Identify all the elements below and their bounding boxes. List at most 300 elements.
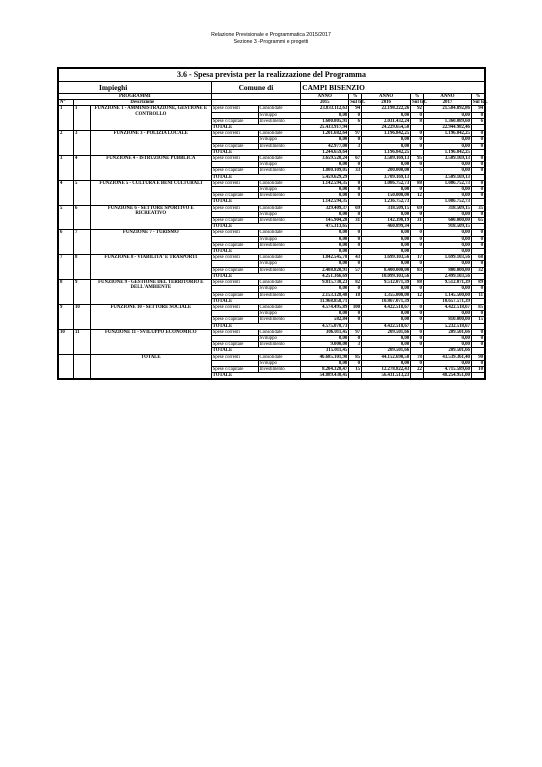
amount-cell: 318.509,15	[423, 205, 471, 211]
percent-cell: 57	[349, 267, 362, 273]
total-pct-blank	[471, 373, 484, 379]
amount-cell: 0,00	[423, 342, 471, 348]
amount-cell: 810.000,00	[423, 317, 471, 323]
spesa-subtype: Investimento	[258, 193, 301, 199]
amount-cell: 23.833.112,63	[301, 106, 349, 112]
amount-cell: 0,00	[423, 335, 471, 341]
percent-cell: 3	[349, 342, 362, 348]
amount-cell: 0,00	[362, 137, 411, 143]
total-label: TOTALE	[211, 224, 301, 230]
program-number	[59, 354, 74, 379]
percent-cell: 0	[349, 335, 362, 341]
table-row	[59, 180, 485, 186]
amount-cell: 3.509.169,13	[423, 156, 471, 162]
amount-cell: 0,00	[301, 187, 349, 193]
percent-cell: 0	[349, 162, 362, 168]
spesa-type: Spese correnti	[211, 180, 258, 186]
spesa-subtype: Sviluppo	[258, 187, 301, 193]
percent-cell: 0	[411, 211, 424, 217]
col-programmi: PROGRAMMI	[59, 94, 212, 100]
amount-cell: 0,00	[423, 168, 471, 174]
program-description: FUNZIONE 9 - GESTIONE DEL TERRITORIO E DELL'AMBIENTE	[91, 280, 212, 305]
program-number: 8	[59, 280, 74, 305]
amount-cell: 142.390,19	[362, 218, 411, 224]
amount-cell: 0,00	[362, 286, 411, 292]
amount-cell: 1.842.545,78	[301, 255, 349, 261]
percent-cell: 68	[471, 255, 484, 261]
table-row	[59, 329, 485, 335]
col-n: N°	[59, 100, 74, 106]
percent-cell: 0	[471, 360, 484, 366]
amount-cell: 1.196.842,25	[362, 131, 411, 137]
amount-cell: 46.685.101,98	[301, 354, 349, 360]
spesa-type: Spese c/capitale	[211, 317, 258, 323]
total-amount: 4.251.366,69	[301, 273, 349, 279]
amount-cell: 42.977,00	[301, 143, 349, 149]
amount-cell: 1.145.500,00	[423, 292, 471, 298]
spesa-subtype: Consolidate	[258, 230, 301, 236]
total-label: TOTALE	[211, 373, 301, 379]
spesa-type: Spese correnti	[211, 255, 258, 261]
amount-cell: 1.699.103,56	[362, 255, 411, 261]
amount-cell: 1.600.805,91	[301, 118, 349, 124]
percent-cell: 88	[411, 180, 424, 186]
spesa-subtype: Consolidate	[258, 329, 301, 335]
percent-cell: 83	[411, 267, 424, 273]
percent-cell: 0	[471, 261, 484, 267]
percent-cell: 0	[471, 335, 484, 341]
amount-cell: 329.409,37	[301, 205, 349, 211]
spesa-type: Spese correnti	[211, 205, 258, 211]
percent-cell: 0	[471, 156, 484, 162]
percent-cell: 0	[411, 236, 424, 242]
spesa-subtype: Sviluppo	[258, 162, 301, 168]
spesa-type: Spese correnti	[211, 280, 258, 286]
amount-cell: 0,00	[362, 112, 411, 118]
amount-cell: 0,00	[301, 335, 349, 341]
spesa-type: Spese c/capitale	[211, 118, 258, 124]
percent-cell: 0	[411, 286, 424, 292]
percent-cell: 0	[411, 311, 424, 317]
total-label: TOTALE	[211, 125, 301, 131]
percent-cell: 0	[471, 193, 484, 199]
amount-cell: 1.086.752,73	[423, 180, 471, 186]
table-title: 3.6 - Spesa prevista per la realizzazione del Programma	[59, 69, 485, 82]
percent-cell: 31	[411, 218, 424, 224]
percent-cell: 0	[411, 304, 424, 310]
spesa-subtype: Investimento	[258, 118, 301, 124]
program-code: 9	[73, 280, 90, 305]
amount-cell: 0,00	[301, 242, 349, 248]
spesa-type: Spese correnti	[211, 106, 258, 112]
spesa-type: Spese correnti	[211, 131, 258, 137]
spesa-type: Spese c/capitale	[211, 218, 258, 224]
program-code: 5	[73, 180, 90, 205]
amount-cell: 0,00	[362, 162, 411, 168]
program-description: FUNZIONE 11 - SVILUPPO ECONOMICO	[91, 329, 212, 354]
amount-cell: 1.800.109,05	[301, 168, 349, 174]
spesa-subtype: Consolidate	[258, 180, 301, 186]
amount-cell: 0,00	[423, 211, 471, 217]
percent-cell: 0	[411, 261, 424, 267]
amount-cell: 0,00	[362, 143, 411, 149]
percent-cell: 11	[471, 292, 484, 298]
amount-cell: 0,00	[301, 211, 349, 217]
amount-cell: 12.278.822,43	[362, 366, 411, 372]
total-amount: 10.099.103,56	[362, 273, 411, 279]
percent-cell: 0	[471, 242, 484, 248]
spesa-subtype: Sviluppo	[258, 137, 301, 143]
total-amount: 5.459.629,29	[301, 174, 349, 180]
percent-cell: 0	[471, 342, 484, 348]
total-label: TOTALE	[211, 249, 301, 255]
spending-table-frame	[57, 67, 486, 380]
percent-cell: 0	[349, 137, 362, 143]
spesa-type: Spese correnti	[211, 304, 258, 310]
total-amount: 1.142.594,35	[301, 199, 349, 205]
program-code: 7	[73, 230, 90, 255]
total-amount: 475.313,65	[301, 224, 349, 230]
percent-cell: 0	[471, 311, 484, 317]
amount-cell: 9.815.730,23	[301, 280, 349, 286]
amount-cell: 4.422.518,67	[423, 304, 471, 310]
col-year-1: 2015	[301, 100, 349, 106]
total-amount: 1.236.752,73	[362, 199, 411, 205]
spesa-type: Spese correnti	[211, 156, 258, 162]
percent-cell: 0	[349, 317, 362, 323]
amount-cell: 8.400.000,00	[362, 267, 411, 273]
amount-cell: 0,00	[423, 242, 471, 248]
impieghi-label: Impieghi	[59, 82, 212, 94]
total-label: TOTALE	[211, 199, 301, 205]
amount-cell: 1.201.682,64	[301, 131, 349, 137]
percent-cell: 0	[411, 342, 424, 348]
spesa-subtype: Sviluppo	[258, 261, 301, 267]
program-description: FUNZIONE 1 - AMMINISTRAZIONE, GESTIONE E CONTROLLO	[91, 106, 212, 131]
spesa-subtype: Sviluppo	[258, 211, 301, 217]
program-description: TOTALE	[91, 354, 212, 379]
total-amount: 3.509.169,13	[423, 174, 471, 180]
percent-cell: 18	[349, 292, 362, 298]
percent-cell: 22	[411, 366, 424, 372]
percent-cell: 0	[471, 187, 484, 193]
spesa-type: Spese correnti	[211, 354, 258, 360]
spesa-subtype: Consolidate	[258, 354, 301, 360]
percent-cell: 31	[349, 218, 362, 224]
amount-cell: 200.000,00	[362, 168, 411, 174]
percent-cell: 15	[349, 366, 362, 372]
percent-cell: 97	[349, 131, 362, 137]
amount-cell: 0,00	[301, 286, 349, 292]
percent-cell: 35	[471, 205, 484, 211]
table-row	[59, 131, 485, 137]
percent-cell: 0	[411, 242, 424, 248]
total-amount: 0,00	[301, 249, 349, 255]
percent-cell: 0	[411, 143, 424, 149]
amount-cell: 0,00	[362, 317, 411, 323]
amount-cell: 150.000,00	[362, 193, 411, 199]
total-amount: 10.657.571,39	[423, 298, 471, 304]
amount-cell: 22.198.222,26	[362, 106, 411, 112]
program-number: 2	[59, 131, 74, 156]
spesa-subtype: Sviluppo	[258, 112, 301, 118]
program-code: 10	[73, 304, 90, 329]
amount-cell: 1.142.594,35	[301, 180, 349, 186]
program-code: 8	[73, 255, 90, 280]
program-number: 1	[59, 106, 74, 131]
amount-cell: 0,00	[423, 187, 471, 193]
percent-cell: 12	[411, 292, 424, 298]
amount-cell: 1.355.000,00	[362, 292, 411, 298]
amount-cell: 0,00	[362, 311, 411, 317]
total-amount: 5.232.518,67	[423, 323, 471, 329]
percent-cell: 3	[349, 143, 362, 149]
spesa-type: Spese c/capitale	[211, 242, 258, 248]
amount-cell: 0,00	[301, 193, 349, 199]
total-label: TOTALE	[211, 323, 301, 329]
spesa-subtype: Sviluppo	[258, 236, 301, 242]
total-amount: 1.196.842,25	[362, 149, 411, 155]
amount-cell: 0,00	[362, 342, 411, 348]
program-number: 4	[59, 180, 74, 205]
amount-cell: 3.659.520,24	[301, 156, 349, 162]
program-number: 6	[59, 230, 74, 255]
percent-cell: 0	[349, 230, 362, 236]
program-number: 10	[59, 329, 74, 354]
percent-cell: 95	[411, 156, 424, 162]
program-code: 4	[73, 156, 90, 181]
total-amount: 315.011,45	[301, 348, 349, 354]
total-amount: 1.244.659,64	[301, 149, 349, 155]
amount-cell: 0,00	[301, 360, 349, 366]
col-pct-sub-2: Sul tot.	[412, 100, 427, 106]
percent-cell: 0	[411, 230, 424, 236]
comune-name: CAMPI BISENZIO	[301, 82, 485, 94]
spesa-subtype: Investimento	[258, 242, 301, 248]
program-code	[73, 354, 90, 379]
percent-cell: 0	[349, 261, 362, 267]
percent-cell: 0	[471, 131, 484, 137]
amount-cell: 0,00	[423, 360, 471, 366]
amount-cell: 0,00	[362, 360, 411, 366]
amount-cell: 582,84	[301, 317, 349, 323]
percent-cell: 0	[471, 230, 484, 236]
amount-cell: 318.509,15	[362, 205, 411, 211]
amount-cell: 145.904,28	[301, 218, 349, 224]
percent-cell: 100	[349, 304, 362, 310]
total-amount: 918.509,15	[423, 224, 471, 230]
percent-cell: 69	[411, 205, 424, 211]
percent-cell: 15	[471, 317, 484, 323]
amount-cell: 0,00	[423, 261, 471, 267]
program-description: FUNZIONE 4 - ISTRUZIONE PUBBLICA	[91, 156, 212, 181]
total-amount: 1.196.842,25	[423, 149, 471, 155]
total-amount: 0,00	[423, 249, 471, 255]
amount-cell: 0,00	[301, 311, 349, 317]
col-year-2: 2016	[362, 100, 411, 106]
col-pct-3: %	[471, 94, 484, 100]
percent-cell: 0	[471, 329, 484, 335]
spesa-type: Spese c/capitale	[211, 366, 258, 372]
amount-cell: 0,00	[362, 230, 411, 236]
amount-cell: 0,00	[301, 236, 349, 242]
amount-cell: 0,00	[301, 230, 349, 236]
total-amount: 209.501,66	[362, 348, 411, 354]
table-row	[59, 354, 485, 360]
spesa-subtype: Consolidate	[258, 205, 301, 211]
spesa-subtype: Investimento	[258, 317, 301, 323]
program-description: FUNZIONE 3 - POLIZIA LOCALE	[91, 131, 212, 156]
amount-cell: 209.501,66	[362, 329, 411, 335]
amount-cell: 44.152.690,50	[362, 354, 411, 360]
total-pct-blank	[411, 373, 424, 379]
amount-cell: 1.699.103,56	[423, 255, 471, 261]
percent-cell: 0	[411, 162, 424, 168]
percent-cell: 92	[411, 106, 424, 112]
program-description: FUNZIONE 10 - SETTORE SOCIALE	[91, 304, 212, 329]
total-amount: 48.254.951,00	[423, 373, 471, 379]
program-code: 3	[73, 131, 90, 156]
spesa-subtype: Consolidate	[258, 304, 301, 310]
spesa-subtype: Investimento	[258, 292, 301, 298]
col-year-3: 2017	[423, 100, 471, 106]
amount-cell: 1.360.089,60	[423, 118, 471, 124]
total-amount: 56.431.513,23	[362, 373, 411, 379]
col-anno-1: ANNO	[301, 94, 349, 100]
percent-cell: 6	[471, 118, 484, 124]
spesa-subtype: Sviluppo	[258, 335, 301, 341]
col-anno-2: ANNO	[362, 94, 411, 100]
spesa-type: Spese c/capitale	[211, 193, 258, 199]
amount-cell: 0,00	[423, 137, 471, 143]
percent-cell: 0	[471, 236, 484, 242]
total-pct-blank	[349, 373, 362, 379]
spesa-type: Spese c/capitale	[211, 292, 258, 298]
total-amount: 54.889.430,45	[301, 373, 349, 379]
program-number: 9	[59, 304, 74, 329]
col-pct-1: %	[349, 94, 362, 100]
amount-cell: 209.501,66	[423, 329, 471, 335]
total-label: TOTALE	[211, 273, 301, 279]
percent-cell: 0	[349, 180, 362, 186]
total-amount: 22.944.982,46	[423, 125, 471, 131]
percent-cell: 97	[349, 329, 362, 335]
spesa-type: Spese c/capitale	[211, 143, 258, 149]
program-description: FUNZIONE 7 - TURISMO	[91, 230, 212, 255]
percent-cell: 0	[349, 193, 362, 199]
spesa-type: Spese c/capitale	[211, 267, 258, 273]
program-number: 5	[59, 205, 74, 230]
percent-cell: 43	[349, 255, 362, 261]
percent-cell: 0	[411, 131, 424, 137]
report-title: Relazione Previsionale e Programmatica 2015/2017	[211, 32, 331, 38]
percent-cell: 0	[411, 137, 424, 143]
amount-cell: 9.000,00	[301, 342, 349, 348]
percent-cell: 0	[471, 180, 484, 186]
program-description: FUNZIONE 5 - CULTURA E BENI CULTURALI	[91, 180, 212, 205]
col-pct-2: %	[411, 94, 424, 100]
amount-cell: 0,00	[423, 193, 471, 199]
total-label: TOTALE	[211, 174, 301, 180]
amount-cell: 0,00	[362, 242, 411, 248]
percent-cell: 0	[471, 211, 484, 217]
spesa-type: Spese c/capitale	[211, 342, 258, 348]
total-label: TOTALE	[211, 149, 301, 155]
spesa-subtype: Consolidate	[258, 156, 301, 162]
spesa-subtype: Investimento	[258, 168, 301, 174]
table-row	[59, 280, 485, 286]
percent-cell: 85	[349, 354, 362, 360]
total-amount: 2.499.103,56	[423, 273, 471, 279]
percent-cell: 88	[411, 280, 424, 286]
total-amount: 24.229.654,50	[362, 125, 411, 131]
amount-cell: 0,00	[423, 112, 471, 118]
percent-cell: 0	[411, 335, 424, 341]
table-row	[59, 205, 485, 211]
table-row	[59, 304, 485, 310]
total-label: TOTALE	[211, 348, 301, 354]
amount-cell: 1.196.842,25	[423, 131, 471, 137]
spesa-subtype: Investimento	[258, 342, 301, 348]
percent-cell: 0	[349, 211, 362, 217]
table-row	[59, 156, 485, 162]
percent-cell: 0	[411, 317, 424, 323]
program-number: 3	[59, 156, 74, 181]
amount-cell: 0,00	[362, 211, 411, 217]
total-amount: 11.968.858,71	[301, 298, 349, 304]
amount-cell: 4.574.495,89	[301, 304, 349, 310]
percent-cell: 5	[411, 168, 424, 174]
spesa-subtype: Sviluppo	[258, 311, 301, 317]
spesa-type: Spese c/capitale	[211, 168, 258, 174]
percent-cell: 17	[411, 255, 424, 261]
percent-cell: 0	[471, 143, 484, 149]
percent-cell: 89	[471, 280, 484, 286]
percent-cell: 10	[471, 366, 484, 372]
program-code: 1	[73, 106, 90, 131]
spesa-subtype: Consolidate	[258, 255, 301, 261]
spesa-subtype: Sviluppo	[258, 360, 301, 366]
amount-cell: 800.000,00	[423, 267, 471, 273]
percent-cell: 0	[471, 162, 484, 168]
amount-cell: 2.153.128,48	[301, 292, 349, 298]
program-code: 6	[73, 205, 90, 230]
spesa-type: Spese correnti	[211, 230, 258, 236]
total-amount: 4.422.518,67	[362, 323, 411, 329]
percent-cell: 67	[349, 156, 362, 162]
amount-cell: 4.715.589,60	[423, 366, 471, 372]
percent-cell: 82	[349, 280, 362, 286]
amount-cell: 0,00	[362, 261, 411, 267]
program-description: FUNZIONE 6 - SETTORE SPORTIVO E RICREATIVO	[91, 205, 212, 230]
amount-cell: 9.512.071,39	[423, 280, 471, 286]
amount-cell: 0,00	[423, 162, 471, 168]
spesa-subtype: Investimento	[258, 366, 301, 372]
amount-cell: 3.509.169,13	[362, 156, 411, 162]
amount-cell: 2.408.820,91	[301, 267, 349, 273]
percent-cell: 0	[471, 137, 484, 143]
amount-cell: 4.422.518,67	[362, 304, 411, 310]
percent-cell: 0	[411, 112, 424, 118]
col-anno-3: ANNO	[423, 94, 471, 100]
amount-cell: 8.204.328,47	[301, 366, 349, 372]
percent-cell: 0	[471, 112, 484, 118]
program-description: FUNZIONE 8 - VIABILITA' E TRASPORTI	[91, 255, 212, 280]
amount-cell: 1.086.752,73	[362, 180, 411, 186]
amount-cell: 9.512.071,39	[362, 280, 411, 286]
percent-cell: 0	[411, 360, 424, 366]
total-amount: 10.867.071,39	[362, 298, 411, 304]
